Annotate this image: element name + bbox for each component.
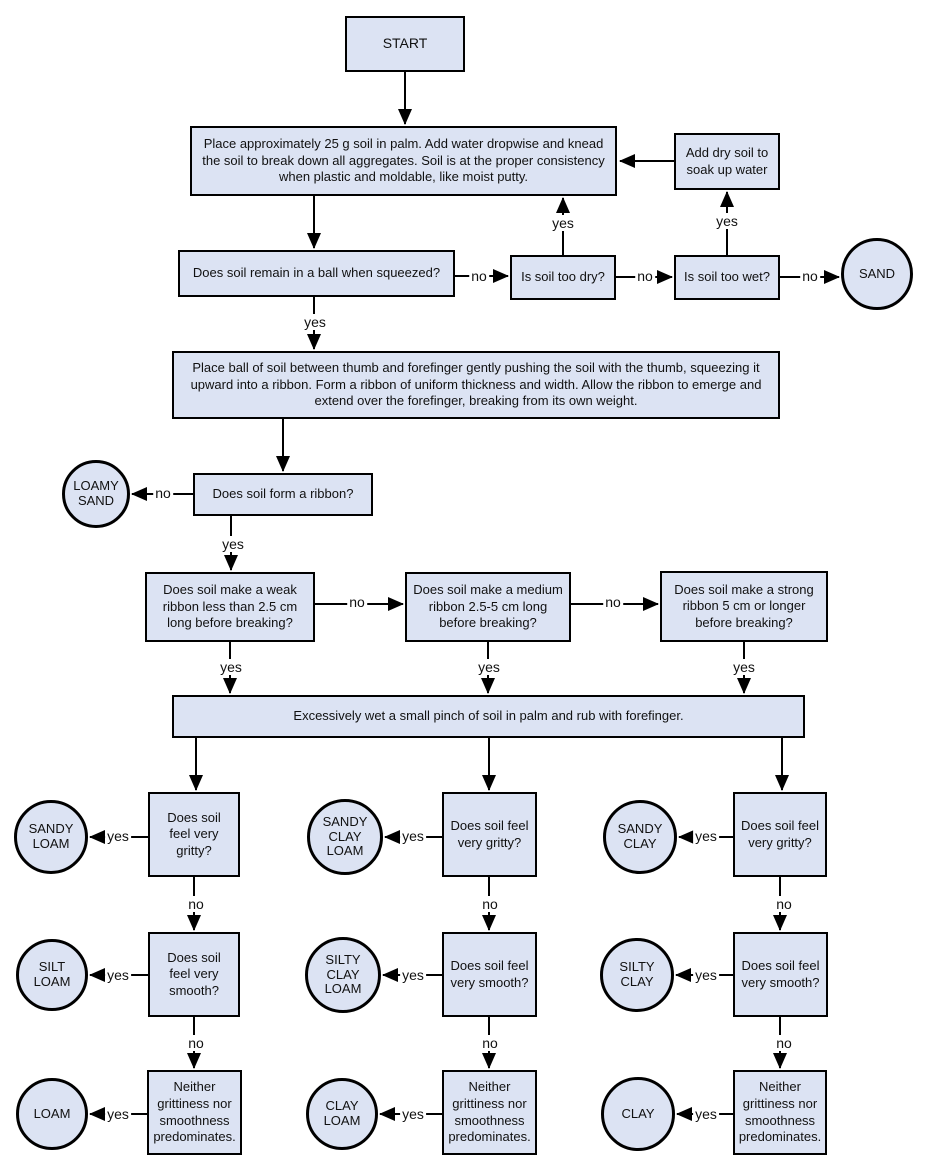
neither-question-node-2: Neither grittiness nor smoothness predominates. xyxy=(442,1070,537,1155)
edge-label-yes: yes xyxy=(695,1106,717,1122)
edge-label-no: no xyxy=(471,268,487,284)
edge-label-yes: yes xyxy=(107,828,129,844)
edge-label-no: no xyxy=(605,594,621,610)
edge-label-yes: yes xyxy=(695,828,717,844)
edge-label-no: no xyxy=(188,1035,204,1051)
terminal-silty-clay: SILTY CLAY xyxy=(600,938,674,1012)
terminal-sandy-clay-loam: SANDY CLAY LOAM xyxy=(307,799,383,875)
terminal-silty-clay-loam: SILTY CLAY LOAM xyxy=(305,937,381,1013)
neither-question-node-1: Neither grittiness nor smoothness predominates. xyxy=(147,1070,242,1155)
smooth-question-node-3: Does soil feel very smooth? xyxy=(733,932,828,1017)
edge-label-no: no xyxy=(482,896,498,912)
gritty-question-node-2: Does soil feel very gritty? xyxy=(442,792,537,877)
neither-question-node-3: Neither grittiness nor smoothness predominates. xyxy=(733,1070,827,1155)
start-node: START xyxy=(345,16,465,72)
terminal-clay: CLAY xyxy=(601,1077,675,1151)
edge-label-no: no xyxy=(802,268,818,284)
edge-label-yes: yes xyxy=(552,215,574,231)
terminal-loam: LOAM xyxy=(16,1078,88,1150)
too-dry-question-node: Is soil too dry? xyxy=(510,255,616,300)
gritty-question-node-3: Does soil feel very gritty? xyxy=(733,792,827,877)
terminal-clay-loam: CLAY LOAM xyxy=(306,1078,378,1150)
edge-label-no: no xyxy=(482,1035,498,1051)
add-dry-soil-node: Add dry soil to soak up water xyxy=(674,133,780,190)
edge-label-yes: yes xyxy=(107,1106,129,1122)
ribbon-question-node: Does soil form a ribbon? xyxy=(193,473,373,516)
edge-label-no: no xyxy=(776,1035,792,1051)
edge-label-yes: yes xyxy=(222,536,244,552)
ball-question-node: Does soil remain in a ball when squeezed? xyxy=(178,250,455,297)
smooth-question-node-1: Does soil feel very smooth? xyxy=(148,932,240,1017)
weak-ribbon-question-node: Does soil make a weak ribbon less than 2.5 cm long before breaking? xyxy=(145,572,315,642)
edge-label-yes: yes xyxy=(695,967,717,983)
edge-label-yes: yes xyxy=(478,659,500,675)
gritty-question-node-1: Does soil feel very gritty? xyxy=(148,792,240,877)
edge-label-no: no xyxy=(776,896,792,912)
edge-label-yes: yes xyxy=(402,828,424,844)
medium-ribbon-question-node: Does soil make a medium ribbon 2.5-5 cm long before breaking? xyxy=(405,572,571,642)
too-wet-question-node: Is soil too wet? xyxy=(674,255,780,300)
edge-label-yes: yes xyxy=(402,967,424,983)
knead-instructions-node: Place approximately 25 g soil in palm. Add water dropwise and knead the soil to break down all aggregates. Soil is at the proper consistency when plastic and moldable, like moist putty. xyxy=(190,126,617,196)
wet-pinch-instructions-node: Excessively wet a small pinch of soil in palm and rub with forefinger. xyxy=(172,695,805,738)
edge-label-no: no xyxy=(188,896,204,912)
edge-label-yes: yes xyxy=(716,213,738,229)
edge-label-yes: yes xyxy=(402,1106,424,1122)
ribbon-instructions-node: Place ball of soil between thumb and forefinger gently pushing the soil with the thumb, squeezing it upward into a ribbon. Form a ribbon of uniform thickness and width. Allow the ribbon to emerge and extend over the forefinger, breaking from its own weight. xyxy=(172,351,780,419)
terminal-sandy-loam: SANDY LOAM xyxy=(14,800,88,874)
edge-label-yes: yes xyxy=(220,659,242,675)
edge-label-no: no xyxy=(349,594,365,610)
terminal-sand: SAND xyxy=(841,238,913,310)
smooth-question-node-2: Does soil feel very smooth? xyxy=(442,932,537,1017)
edge-label-yes: yes xyxy=(107,967,129,983)
edge-label-no: no xyxy=(637,268,653,284)
terminal-silt-loam: SILT LOAM xyxy=(16,939,88,1011)
edge-label-no: no xyxy=(155,485,171,501)
terminal-sandy-clay: SANDY CLAY xyxy=(603,800,677,874)
edge-label-yes: yes xyxy=(304,314,326,330)
terminal-loamy-sand: LOAMY SAND xyxy=(62,460,130,528)
strong-ribbon-question-node: Does soil make a strong ribbon 5 cm or longer before breaking? xyxy=(660,571,828,642)
edge-label-yes: yes xyxy=(733,659,755,675)
